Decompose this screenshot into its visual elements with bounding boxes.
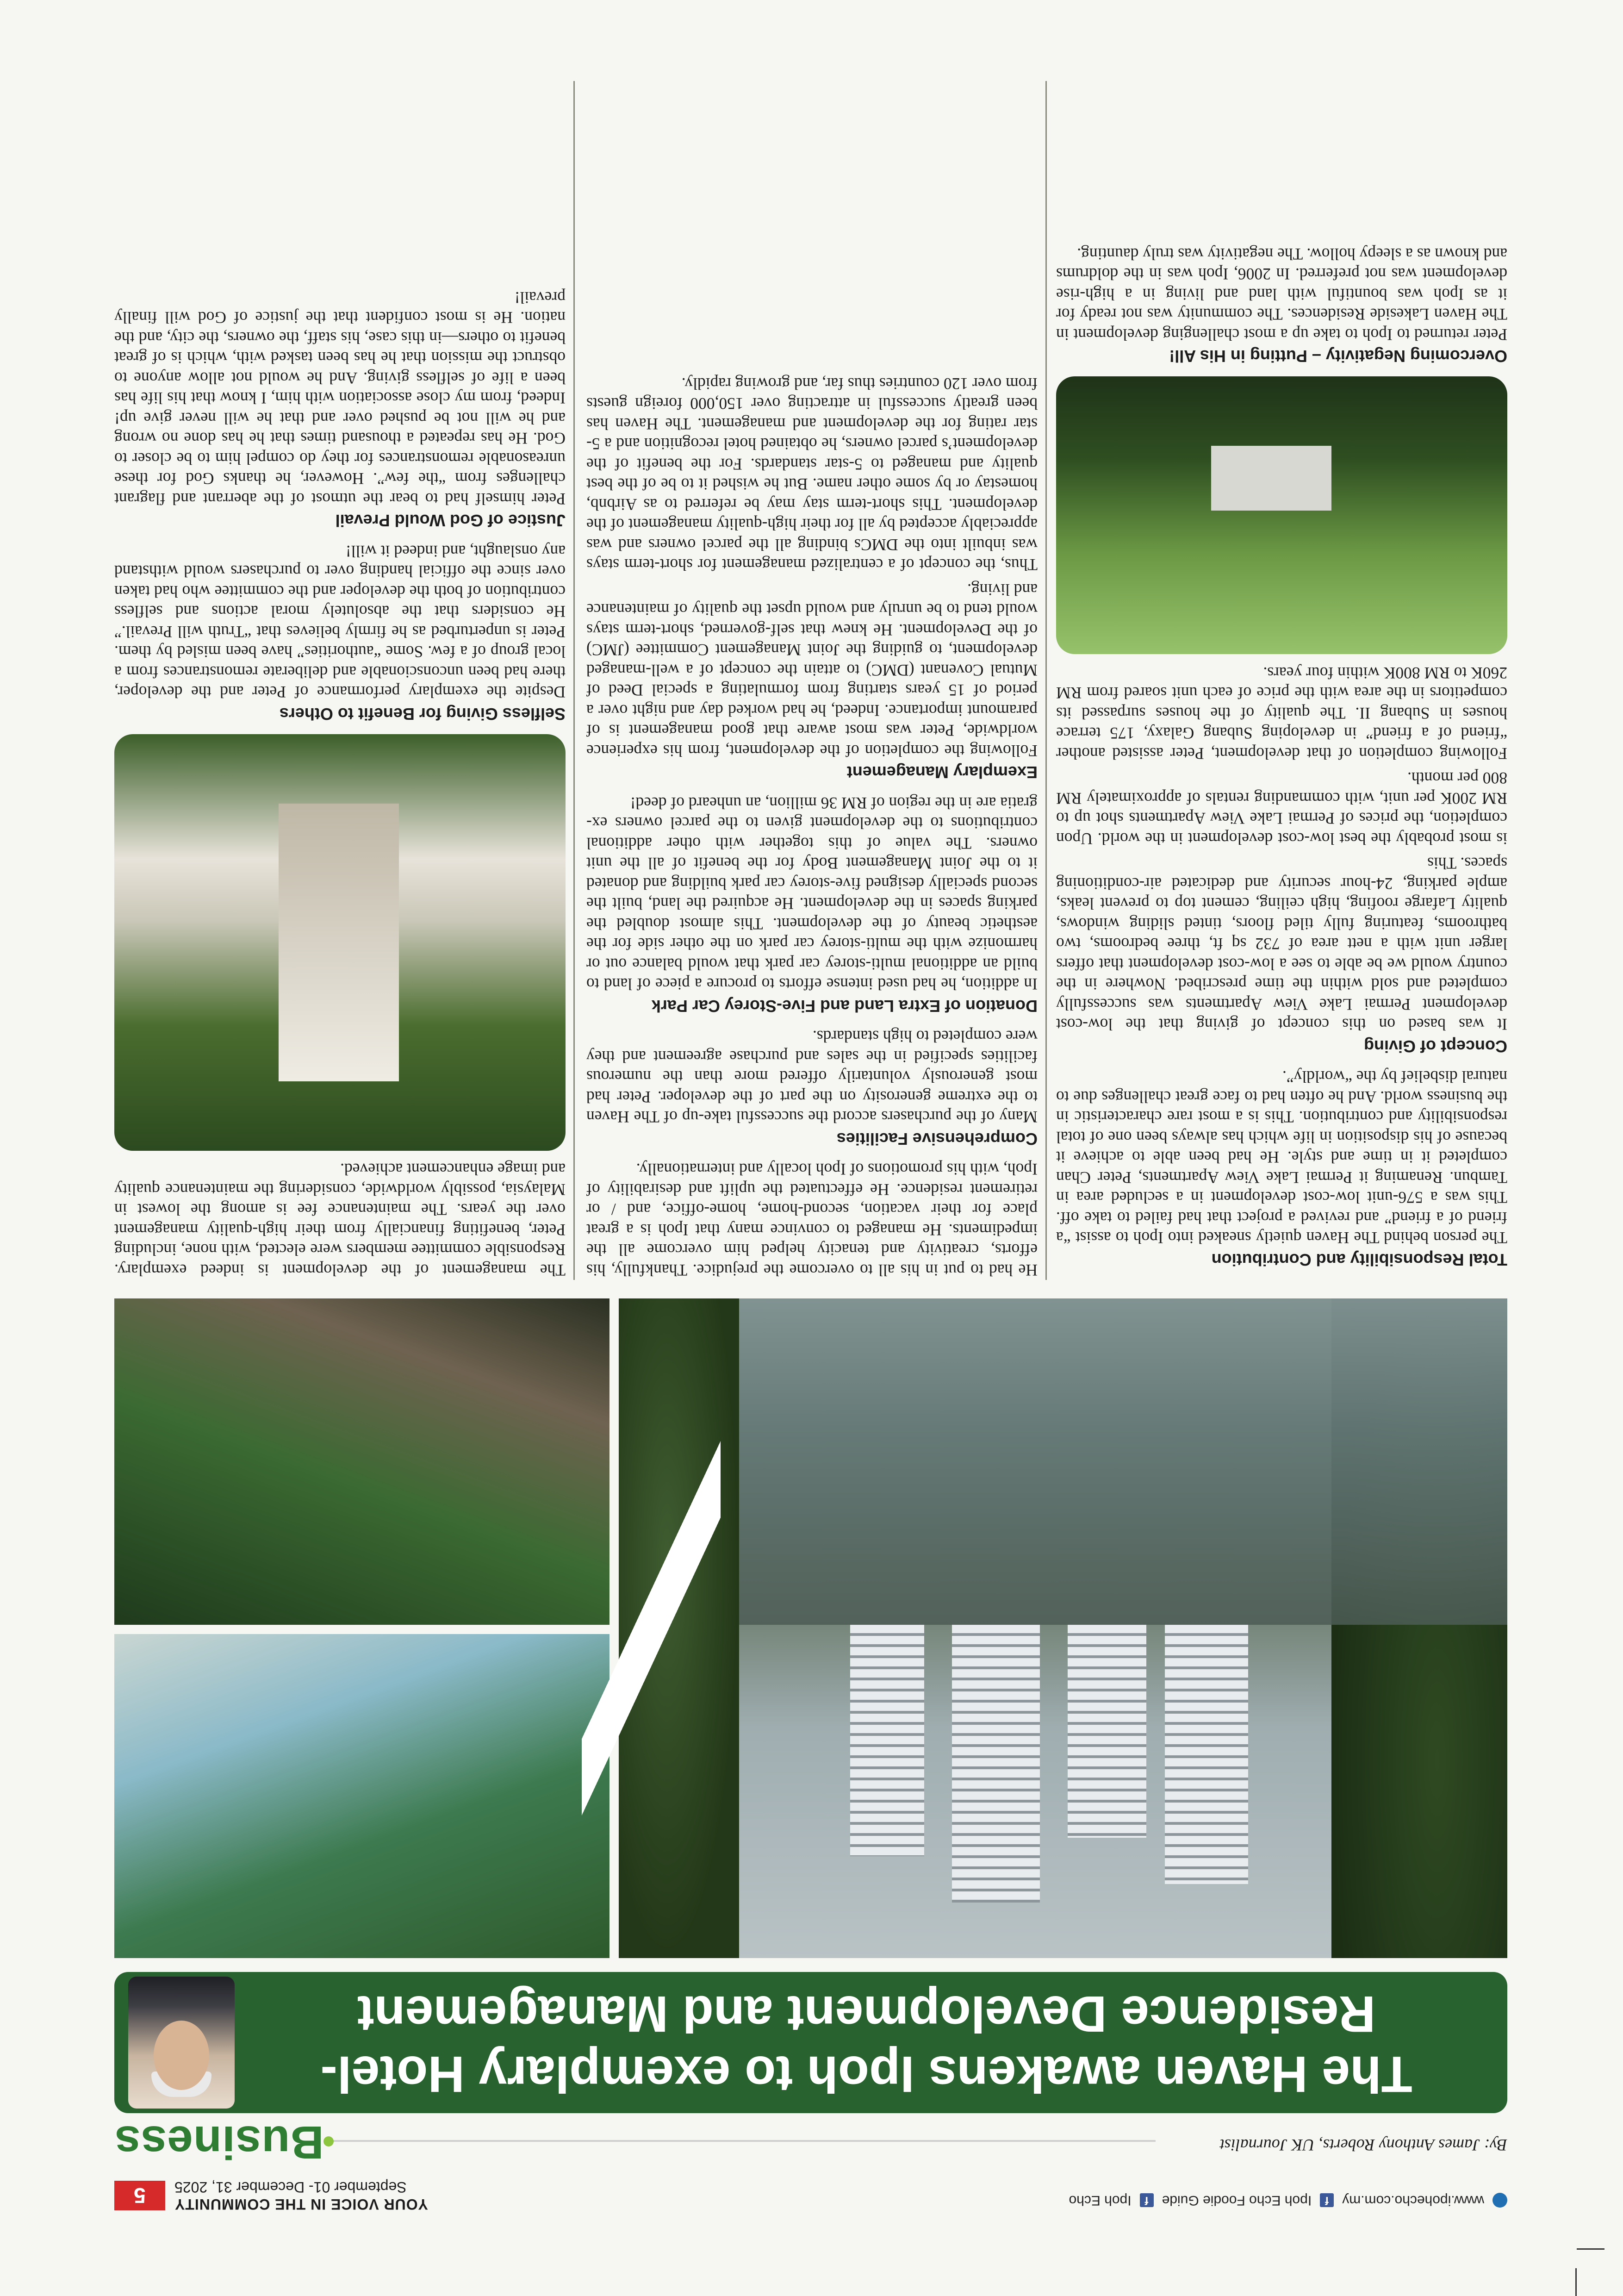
website-link[interactable]: www.ipohecho.com.my <box>1342 2193 1484 2208</box>
paragraph-overcoming: Peter returned to Ipoh to take up a most challenging development in The Haven Lakeside Residences. The community was not ready for it as Ipoh was bountiful with land and living in a high-rise development was not preferred. In 2006, Ipoh was in the doldrums and known as a sleepy hollow. The negativity was truly daunting. <box>1056 245 1507 344</box>
photo-tower <box>1165 1625 1248 1884</box>
subheading-facilities: Comprehensive Facilities <box>836 1129 1038 1148</box>
author-portrait <box>128 1977 235 2109</box>
subheading-donation: Donation of Extra Land and Five-Storey Car Park <box>651 997 1038 1016</box>
masthead-links <box>1069 2192 1507 2208</box>
photo-garden-pavilion <box>1211 446 1331 511</box>
photo-tower <box>850 1625 924 1856</box>
tagline: YOUR VOICE IN THE COMMUNITY <box>174 2196 428 2213</box>
paragraph-selfless: Despite the exemplary performance of Peter and the developer, there had been unconscionable and deliberate remonstrances from a local group of a few. Some “authorities” have been misled by them. Peter is unperturbed as he firmly believes that “Truth will Prevail.” He considers that the absolutely moral actions and selfless contribution of both the developer and the committee who had taken over since the official handing over to purchasers would withstand any onslaught, and indeed it will! <box>114 542 566 702</box>
subheading-total: Total Responsibility and Contribution <box>1211 1250 1507 1269</box>
facebook-icon: f <box>1320 2193 1334 2207</box>
crop-mark <box>1577 2248 1604 2250</box>
paragraph-thus: Thus, the concept of a centralized management for short-term stays was inbuilt into the DMCs binding all the parcel owners and was appreciably accepted by all for their high-quality management of the development. This short-term stay may be referred to as Airbnb, homestay or by some other name. But he wished it to be of the best quality and managed to 5-star standards. For the benefit of the development’s parcel owners, he obtained hotel recognition and a 5-star rating for the development and management. The Haven has been greatly successful in attracting over 150,000 foreign guests from over 120 countries thus far, and growing rapidly. <box>586 374 1038 574</box>
paragraph-concept-cont: is most probably the best low-cost development in the world. Upon completion, the prices of Permai Lake View Apartments shot up to RM 200K per unit, with commanding rentals of approximately RM 800 per month. <box>1056 769 1507 848</box>
subheading-management: Exemplary Management <box>846 763 1038 782</box>
headline-banner <box>114 1972 1507 2113</box>
paragraph-donation: In addition, he had used intense efforts to procure a piece of land to build an additional multi-storey car park that would balance out or harmonize with the multi-storey car park on the other side for the aesthetic beauty of the development. This almost doubled the parking spaces in the development. He acquired the land, built the second specially designed five-storey car park building and donated it to the Joint Management Body for the benefit of all the unit owners. The value of this together with other additional contributions to the development given to the parcel owners ex-gratia are in the region of RM 36 million, an unheard of deed! <box>586 794 1038 994</box>
column-rule <box>573 81 575 1280</box>
social-link-foodie[interactable]: Ipoh Echo Foodie Guide <box>1162 2193 1312 2208</box>
paragraph-intro: He had to put in his all to overcome the prejudice. Thankfully, his efforts, creativity and tenacity helped him overcome all the impediments. He managed to convince many that Ipoh is a great place for their vacation, second-home, home-office, and / or retirement residence. He effectuated the uplift and desirability of Ipoh, with his promotions of Ipoh locally and internationally. <box>586 1160 1038 1279</box>
subheading-justice: Justice of God Would Prevail <box>335 511 566 530</box>
paragraph-management: Following the completion of the development, from his experience worldwide, Peter was most aware that good management is of paramount importance. Indeed, he had worked day and night over a period of 15 years starting from formulating a special Deed of Mutual Covenant (DMC) to attain the concept of a well-managed development, to guiding the Joint Management Committee (JMC) of the Development. He knew that self-governed, short-term stays would tend to be unruly and would upset the quality of maintenance and living. <box>586 580 1038 760</box>
photo-garden-walk <box>114 1298 609 1625</box>
headline: The Haven awakens Ipoh to exemplary Hotel-Residence Development and Management <box>320 1985 1412 2103</box>
photo-garden-house <box>1056 377 1507 655</box>
paragraph-concept: It was based on this concept of giving that the low-cost development Permai Lake View Apartments was successfully completed and sold within the time prescribed. Nowhere in the country would we be able to see a low-cost development that offers larger unit with a nett area of 732 sq ft, three bedrooms, two bathrooms, featuring fully tiled floors, tinted sliding windows, quality Lafarge roofing, high ceiling, cement top to prevent leaks, ample parking, 24-hour security and dedicated air-conditioning spaces. This <box>1056 854 1507 1034</box>
masthead-text <box>174 2178 428 2213</box>
social-link-ipoh-echo[interactable]: Ipoh Echo <box>1069 2193 1132 2208</box>
photo-tower <box>952 1625 1040 1903</box>
subheading-overcoming: Overcoming Negativity – Putting in His All! <box>1169 347 1507 366</box>
paragraph-following: Following completion of that development, Peter assisted another “friend of a friend” in developing Subang Galaxy, 175 terrace houses in Subang II. The quality of the houses surpassed its competitors in the area with the price of each unit soared from RM 260K to RM 800K within four years. <box>1056 664 1507 763</box>
photo-lake-reflection <box>619 1298 1507 1625</box>
crop-mark <box>1548 2268 1577 2296</box>
section-title: Business <box>114 2116 324 2168</box>
photo-wedding-aisle <box>279 804 399 1081</box>
portrait-face <box>154 2021 209 2090</box>
paragraph-committee: The management of the development is indeed exemplary. Responsible committee members were elected, with none, including Peter, benefiting financially from their high-quality management over the years. The maintenance fee is among the lowest in Malaysia, possibly worldwide, considering the maintenance quality and image enhancement achieved. <box>114 1160 566 1279</box>
photo-tower <box>1068 1625 1146 1838</box>
masthead-right <box>114 2178 428 2213</box>
paragraph-facilities: Many of the purchasers accord the successful take-up of The Haven to the extreme generosity on the part of the developer. Peter had most generously voluntarily offered more than the numerous facilities specified in the sales and purchase agreement and they were completed to high standards. <box>586 1027 1038 1127</box>
subheading-selfless: Selfless Giving for Benefit to Others <box>279 705 566 724</box>
column-rule <box>1045 81 1047 1280</box>
section-row <box>114 2118 1507 2169</box>
photo-garden-wedding <box>114 734 566 1151</box>
photo-towers-reflection <box>619 1298 1507 1958</box>
article-column-1 <box>1056 81 1507 1280</box>
page-number: 5 <box>114 2181 165 2210</box>
article-column-2 <box>586 81 1038 1280</box>
section-dot <box>323 2136 334 2146</box>
masthead <box>114 2176 1507 2213</box>
paragraph-total: The person behind The Haven quietly sneaked into Ipoh to assist “a friend of a friend” and revived a project that had failed to take off. This was a 576-unit low-cost development in a secluded area in Tambun. Renaming it Permai Lake View Apartments, Peter Chan completed it in time and style. He had been able to achieve it because of his disposition in life which has always been one of total responsibility and contribution. This is a most rare characteristic in the business world. And he often had to face great challenges due to natural disbelief by the “worldly”. <box>1056 1067 1507 1248</box>
section-rule <box>332 2140 1156 2142</box>
subheading-concept: Concept of Giving <box>1364 1037 1507 1056</box>
article-column-3 <box>114 81 566 1280</box>
photo-divider <box>582 1298 721 1958</box>
issue-dates: September 01- December 31, 2025 <box>174 2179 407 2196</box>
facebook-icon: f <box>1140 2193 1154 2207</box>
byline: By: James Anthony Roberts, UK Journalist <box>1219 2136 1507 2154</box>
photo-panel <box>114 1298 1507 1958</box>
globe-icon <box>1492 2193 1507 2208</box>
photo-pool-deck <box>114 1634 609 1958</box>
paragraph-justice: Peter himself had to bear the utmost of the aberrant and flagrant challenges from “the few”. However, he thanks God for these unreasonable remonstrances for they do compel him to be closer to God. He has repeated a thousand times that he has done no wrong and he will not be pushed over and that he will never give up! Indeed, from my close association with him, I know that his life has been a life of selfless giving. And he would not allow anyone to obstruct the mission that he has been tasked with, which is of great benefit to others—in this case, his staff, the owners, the city, and the nation. He is most confident that the justice of God will finally prevail! <box>114 288 566 508</box>
